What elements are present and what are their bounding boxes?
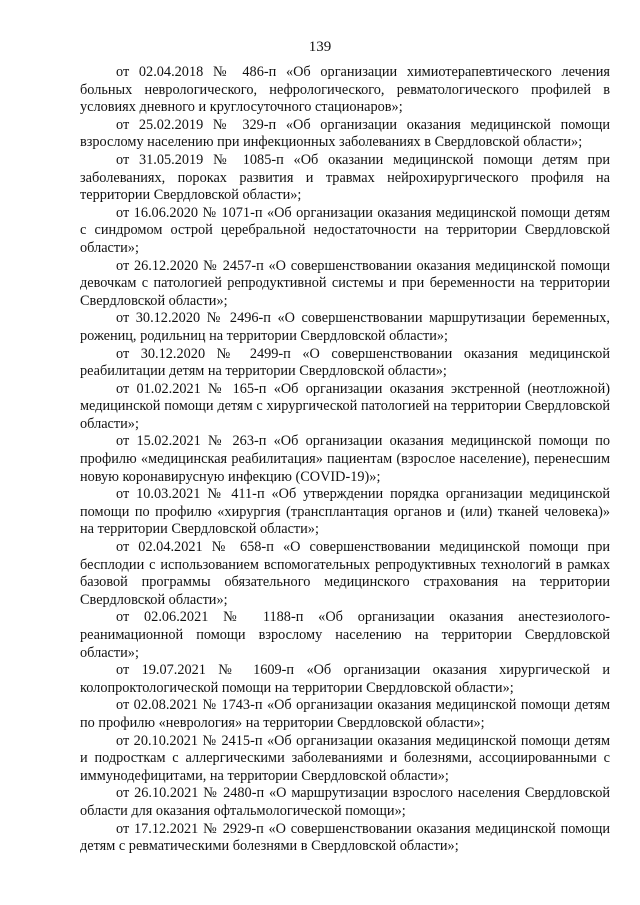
list-item: от 02.08.2021 № 1743-п «Об организации оказания медицинской помощи детям по профилю «неврология» на территории Свердловской области»; (80, 697, 610, 731)
list-item: от 20.10.2021 № 2415-п «Об организации оказания медицинской помощи детям и подросткам с аллергическими заболеваниями и болезнями, ассоциированными с иммунодефицитами, на территории Свердловской области»; (80, 732, 610, 784)
list-item: от 10.03.2021 № 411-п «Об утверждении порядка организации медицинской помощи по профилю «хирургия (трансплантация органов и (или) тканей человека)» на территории Свердловской области»; (80, 486, 610, 538)
list-item: от 30.12.2020 № 2496-п «О совершенствовании маршрутизации беременных, рожениц, родильниц на территории Свердловской области»; (80, 310, 610, 344)
list-item: от 26.10.2021 № 2480-п «О маршрутизации взрослого населения Свердловской области для оказания офтальмологической помощи»; (80, 785, 610, 819)
list-item: от 02.04.2021 № 658-п «О совершенствовании медицинской помощи при бесплодии с использованием вспомогательных репродуктивных технологий в рамках базовой программы обязательного медицинского страхования на территории Свердловской области»; (80, 539, 610, 608)
list-item: от 02.06.2021 № 1188-п «Об организации оказания анестезиолого-реанимационной помощи взрослому населению на территории Свердловской области»; (80, 609, 610, 661)
list-item: от 31.05.2019 № 1085-п «Об оказании медицинской помощи детям при заболеваниях, пороках развития и травмах нейрохирургического профиля на территории Свердловской области»; (80, 151, 610, 204)
list-item: от 30.12.2020 № 2499-п «О совершенствовании оказания медицинской реабилитации детям на территории Свердловской области»; (80, 345, 610, 380)
list-item: от 02.04.2018 № 486-п «Об организации химиотерапевтического лечения больных неврологического, нефрологического, ревматологического профилей в условиях дневного и круглосуточного стационаров»; (80, 64, 610, 116)
list-item: от 17.12.2021 № 2929-п «О совершенствовании оказания медицинской помощи детям с ревматическими болезнями в Свердловской области»; (80, 820, 610, 855)
page-number: 139 (308, 39, 332, 55)
list-item: от 15.02.2021 № 263-п «Об организации оказания медицинской помощи по профилю «медицинская реабилитация» пациентам (взрослое население), перенесшим новую коронавирусную инфекцию (COVID-19)»; (80, 433, 610, 485)
order-list (80, 64, 610, 856)
list-item: от 25.02.2019 № 329-п «Об организации оказания медицинской помощи взрослому населению при инфекционных заболеваниях в Свердловской области»; (80, 116, 610, 151)
list-item: от 19.07.2021 № 1609-п «Об организации оказания хирургической и колопроктологической помощи на территории Свердловской области»; (80, 662, 610, 696)
list-item: от 01.02.2021 № 165-п «Об организации оказания экстренной (неотложной) медицинской помощи детям с хирургической патологией на территории Свердловской области»; (80, 380, 610, 432)
list-item: от 16.06.2020 № 1071-п «Об организации оказания медицинской помощи детям с синдромом острой церебральной недостаточности на территории Свердловской области»; (80, 204, 610, 256)
list-item: от 26.12.2020 № 2457-п «О совершенствовании оказания медицинской помощи девочкам с патологией репродуктивной системы и при беременности на территории Свердловской области»; (80, 257, 610, 309)
